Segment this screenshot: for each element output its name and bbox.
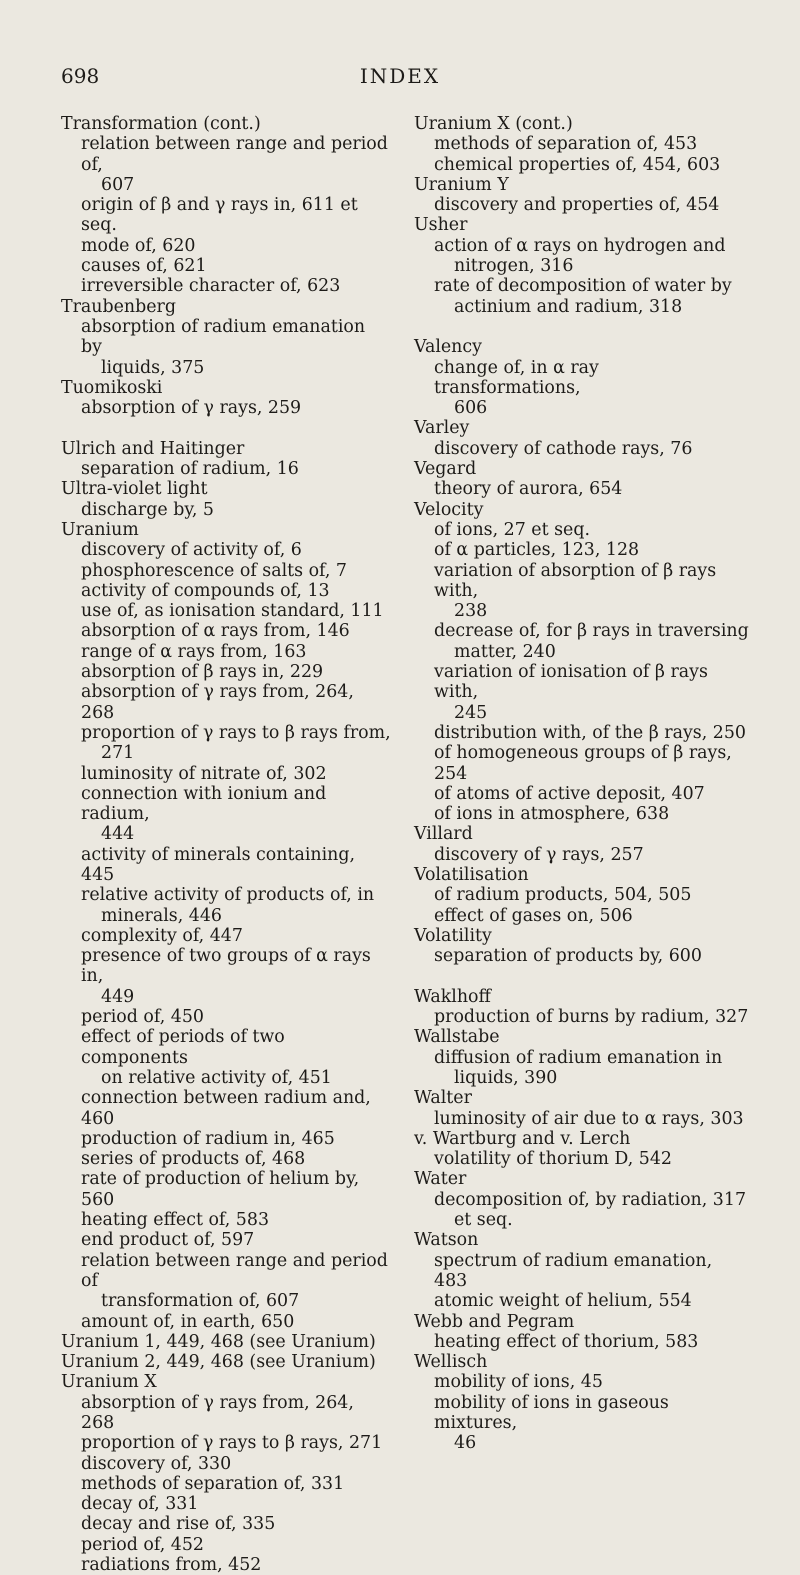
index-subentry: phosphorescence of salts of, 7: [81, 560, 347, 581]
index-heading: Uranium Y: [414, 174, 509, 195]
index-subentry: decomposition of, by radiation, 317: [434, 1189, 747, 1210]
index-subentry: radiations from, 452: [81, 1555, 262, 1575]
index-subentry: relation between range and period of,: [81, 134, 388, 175]
index-entry: [61, 520, 391, 1332]
index-heading: Uranium: [61, 519, 139, 540]
index-subentry: end product of, 597: [81, 1230, 255, 1251]
index-subentry: of atoms of active deposit, 407: [434, 783, 705, 804]
index-entry: [414, 418, 750, 459]
index-subentry: rate of decomposition of water by: [434, 276, 732, 297]
index-subentry: absorption of γ rays, 259: [81, 398, 302, 419]
index-entry: [414, 215, 750, 316]
index-entry: [414, 175, 750, 216]
index-subentry: mobility of ions, 45: [434, 1372, 603, 1393]
index-heading: Valency: [414, 337, 482, 358]
index-entry: [61, 1352, 391, 1372]
index-entry: [414, 1129, 750, 1170]
index-entry: [414, 114, 750, 175]
page-number: 698: [61, 64, 100, 88]
index-heading: Watson: [414, 1230, 479, 1251]
index-subentry: methods of separation of, 331: [81, 1473, 345, 1494]
index-entry: [61, 479, 391, 520]
index-subentry: matter, 240: [454, 641, 556, 662]
index-subentry: nitrogen, 316: [454, 256, 574, 277]
index-subentry: 46: [454, 1433, 477, 1454]
index-subentry: relation between range and period of: [81, 1250, 388, 1291]
index-heading: Uranium 1, 449, 468 (see Uranium): [61, 1331, 376, 1352]
index-subentry: production of radium in, 465: [81, 1128, 335, 1149]
index-subentry: 444: [101, 824, 135, 845]
index-entry: [61, 114, 391, 297]
index-subentry: spectrum of radium emanation, 483: [434, 1250, 713, 1291]
index-subentry: 271: [101, 743, 135, 764]
index-subentry: on relative activity of, 451: [101, 1067, 332, 1088]
index-entry: [414, 1027, 750, 1088]
index-subentry: discovery and properties of, 454: [434, 195, 720, 216]
index-subentry: relative activity of products of, in: [81, 885, 375, 906]
index-subentry: separation of products by, 600: [434, 946, 702, 967]
index-entry: [61, 378, 391, 419]
index-subentry: chemical properties of, 454, 603: [434, 154, 721, 175]
index-heading: Villard: [414, 824, 473, 845]
index-subentry: 606: [454, 398, 488, 419]
index-heading: Volatilisation: [414, 864, 529, 885]
index-subentry: liquids, 375: [101, 357, 205, 378]
index-subentry: absorption of γ rays from, 264, 268: [81, 1392, 354, 1433]
index-subentry: volatility of thorium D, 542: [434, 1149, 673, 1170]
index-heading: Webb and Pegram: [414, 1311, 575, 1332]
index-heading: Traubenberg: [61, 296, 176, 317]
index-heading: Velocity: [414, 499, 484, 520]
index-heading: Uranium X (cont.): [414, 114, 573, 134]
index-heading: Water: [414, 1169, 467, 1190]
index-subentry: production of burns by radium, 327: [434, 1007, 749, 1028]
index-entry: [414, 500, 750, 825]
index-subentry: 607: [101, 174, 135, 195]
index-subentry: minerals, 446: [101, 905, 222, 926]
index-heading: Usher: [414, 215, 468, 236]
index-entry: [414, 1088, 750, 1129]
index-subentry: activity of compounds of, 13: [81, 580, 330, 601]
index-subentry: absorption of α rays from, 146: [81, 621, 350, 642]
index-heading: Varley: [414, 418, 470, 439]
index-subentry: decay of, 331: [81, 1494, 199, 1515]
index-subentry: 245: [454, 702, 488, 723]
index-heading: Transformation (cont.): [61, 114, 261, 134]
index-subentry: variation of ionisation of β rays with,: [434, 662, 708, 703]
index-heading: Ulrich and Haitinger: [61, 438, 245, 459]
index-subentry: decay and rise of, 335: [81, 1514, 276, 1535]
index-subentry: absorption of β rays in, 229: [81, 662, 324, 683]
index-entry: [414, 865, 750, 926]
index-subentry: period of, 452: [81, 1534, 204, 1555]
index-subentry: connection between radium and, 460: [81, 1088, 371, 1129]
index-heading: Wellisch: [414, 1352, 488, 1373]
index-subentry: proportion of γ rays to β rays from,: [81, 722, 391, 743]
index-heading: v. Wartburg and v. Lerch: [414, 1128, 631, 1149]
index-subentry: proportion of γ rays to β rays, 271: [81, 1433, 383, 1454]
index-subentry: diffusion of radium emanation in: [434, 1047, 723, 1068]
index-subentry: series of products of, 468: [81, 1149, 306, 1170]
index-subentry: variation of absorption of β rays with,: [434, 560, 717, 601]
index-subentry: luminosity of air due to α rays, 303: [434, 1108, 744, 1129]
index-subentry: complexity of, 447: [81, 925, 243, 946]
index-subentry: absorption of radium emanation by: [81, 316, 366, 358]
index-subentry: range of α rays from, 163: [81, 641, 307, 662]
index-subentry: liquids, 390: [454, 1067, 558, 1088]
index-subentry: et seq.: [454, 1210, 513, 1231]
index-heading: Uranium 2, 449, 468 (see Uranium): [61, 1352, 376, 1373]
index-subentry: of α particles, 123, 128: [434, 540, 640, 561]
index-subentry: heating effect of thorium, 583: [434, 1331, 699, 1352]
index-subentry: luminosity of nitrate of, 302: [81, 763, 327, 784]
index-subentry: heating effect of, 583: [81, 1210, 270, 1231]
left-column: [61, 114, 391, 1575]
index-entry: [414, 337, 750, 418]
index-subentry: 238: [454, 601, 488, 622]
index-subentry: of ions, 27 et seq.: [434, 519, 590, 540]
index-subentry: separation of radium, 16: [81, 459, 299, 480]
index-subentry: period of, 450: [81, 1007, 204, 1028]
index-subentry: origin of β and γ rays in, 611 et seq.: [81, 195, 358, 236]
index-subentry: mode of, 620: [81, 235, 196, 256]
running-head: INDEX: [359, 64, 441, 88]
index-entry: [414, 1352, 750, 1453]
index-subentry: causes of, 621: [81, 256, 207, 277]
index-entry: [414, 1230, 750, 1311]
index-subentry: actinium and radium, 318: [454, 296, 683, 317]
index-entry: [414, 987, 750, 1028]
index-subentry: distribution with, of the β rays, 250: [434, 722, 746, 743]
index-subentry: transformation of, 607: [101, 1291, 300, 1312]
index-subentry: effect of periods of two components: [81, 1027, 285, 1068]
index-subentry: amount of, in earth, 650: [81, 1311, 295, 1332]
index-subentry: of ions in atmosphere, 638: [434, 804, 670, 825]
index-subentry: discovery of, 330: [81, 1453, 232, 1474]
index-subentry: of homogeneous groups of β rays, 254: [434, 743, 732, 784]
index-subentry: action of α rays on hydrogen and: [434, 235, 726, 256]
index-entry: [61, 1332, 391, 1352]
index-subentry: connection with ionium and radium,: [81, 783, 327, 825]
index-entry: [414, 1169, 750, 1230]
index-subentry: discovery of γ rays, 257: [434, 844, 644, 865]
index-subentry: presence of two groups of α rays in,: [81, 946, 371, 987]
index-entry: [414, 824, 750, 865]
index-subentry: discharge by, 5: [81, 499, 214, 520]
index-subentry: 449: [101, 986, 135, 1007]
index-subentry: theory of aurora, 654: [434, 479, 623, 500]
index-subentry: discovery of cathode rays, 76: [434, 438, 693, 459]
index-entry: [61, 297, 391, 378]
index-entry: [414, 926, 750, 967]
index-subentry: decrease of, for β rays in traversing: [434, 621, 749, 642]
index-heading: Uranium X: [61, 1372, 157, 1393]
index-entry: [61, 439, 391, 480]
index-subentry: of radium products, 504, 505: [434, 885, 692, 906]
index-heading: Vegard: [414, 459, 477, 480]
right-column: [414, 114, 750, 1454]
index-heading: Waklhoff: [414, 986, 491, 1007]
index-entry: [61, 1372, 391, 1575]
index-subentry: discovery of activity of, 6: [81, 540, 302, 561]
index-heading: Ultra-violet light: [61, 479, 208, 500]
index-subentry: absorption of γ rays from, 264, 268: [81, 682, 354, 723]
index-subentry: atomic weight of helium, 554: [434, 1291, 692, 1312]
index-subentry: mobility of ions in gaseous mixtures,: [434, 1392, 669, 1433]
index-subentry: use of, as ionisation standard, 111: [81, 601, 384, 622]
index-heading: Wallstabe: [414, 1027, 500, 1048]
index-subentry: change of, in α ray transformations,: [434, 357, 599, 398]
index-subentry: irreversible character of, 623: [81, 276, 341, 297]
index-heading: Tuomikoski: [61, 377, 163, 398]
index-subentry: activity of minerals containing, 445: [81, 844, 356, 885]
index-heading: Volatility: [414, 925, 492, 946]
index-entry: [414, 1312, 750, 1353]
index-entry: [414, 459, 750, 500]
index-subentry: effect of gases on, 506: [434, 905, 633, 926]
index-heading: Walter: [414, 1088, 472, 1109]
index-subentry: methods of separation of, 453: [434, 134, 698, 155]
index-subentry: rate of production of helium by, 560: [81, 1169, 360, 1210]
